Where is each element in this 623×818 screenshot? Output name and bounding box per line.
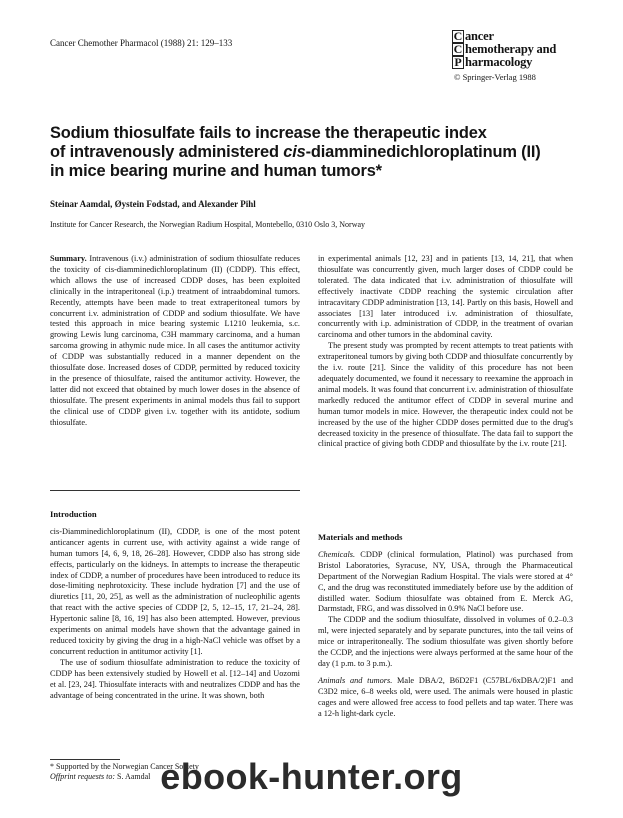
introduction [50,509,300,701]
logo-word-1: ancer [465,29,494,43]
title-line-2 [50,143,570,162]
running-head: Cancer Chemother Pharmacol (1988) 21: 129–133 [50,38,233,48]
right-paragraph-2: The present study was prompted by recent attempts to treat patients with extraperitoneal tumors by giving both CDDP and thiosulfate concurrently by the i.v. route [21]. Since the validity of this procedure has not been adequately documented, we found it necessary to reexamine the approach in animal models. It was found that concurrent i.v. administration of thiosulfate markedly reduced the antitumor effect of CDDP in several murine and human tumor models in mice. However, the therapeutic index could not be increased by the use of the higher CDDP doses permitted due to the drug's decreased toxicity in the presence of thiosulfate. The data fail to support the clinical practice of giving both CDDP and thiosulfate by the i.v. route [21]. [318,341,573,449]
animals-text: Male DBA/2, B6D2F1 (C57BL/6xDBA/2)F1 and C3D2 mice, 6–8 weeks old, were used. The animals were housed in plastic cages and were allowed free access to food pellets and tap water. There was a 12-h light-dark cycle. [318,675,573,718]
chemicals-text: CDDP (clinical formulation, Platinol) was purchased from Bristol Laboratories, Syracuse, NY, USA, through the Pharmaceutical Department of the Norwegian Radium Hospital. The vials were stored at 4° C, and the drug was reconstituted immediately before use by the addition of distilled water. Sodium thiosulfate was obtained from E. Merck AG, Darmstadt, FRG, and was dissolved in 0.9% NaCl before use. [318,549,573,614]
right-paragraph-1: in experimental animals [12, 23] and in patients [13, 14, 21], that when thiosulfate was concurrently given, much larger doses of CDDP could be tolerated. The data indicated that i.v. administration of thiosulfate will effectively inactivate CDDP reaching the systemic circulation after intracavitary CDDP administration [13, 14]. Partly on this basis, Howell and associates [13] later introduced i.v. administration of thiosulfate, concurrently with i.p. administration of CDDP, in the treatment of ovarian carcinoma and other tumors in the abdominal cavity. [318,254,573,340]
logo-line-3 [452,56,592,69]
methods [318,532,573,720]
intro-paragraph-1: cis-Diamminedichloroplatinum (II), CDDP, is one of the most potent anticancer agents in current use, with activity against a wide range of human tumors [4, 6, 9, 18, 26–28]. However, CDDP also has strong side effects, particularly on the kidneys. In attempts to increase the therapeutic index of CDDP, a number of procedures have been introduced to reduce its dose-limiting nephrotoxicity. These include hydration [7] and the use of diuretics [11, 20, 25], as well as the administration of nucleophilic agents that react with the active species of CDDP [2, 5, 12–15, 17, 21–24, 28]. Hypertonic saline [8, 16, 19] has also been attempted. However, previous experiments on animal models have shown that the advantage gained in reduced toxicity by giving the drug in a high-NaCl vehicle was offset by a concurrent reduction in antitumor activity [1]. [50,526,300,656]
title-line-2-pre: of intravenously administered [50,143,284,161]
summary-divider [50,490,300,491]
animals-label: Animals and tumors. [318,675,393,685]
logo-initial-3: P [452,56,464,69]
methods-heading: Materials and methods [318,532,403,542]
logo-word-2: hemotherapy and [465,42,557,56]
copyright: © Springer-Verlag 1988 [454,72,536,82]
animals-paragraph [318,676,573,720]
watermark: ebook-hunter.org [160,756,463,797]
title-line-2-post: -diamminedichloroplatinum (II) [305,143,541,161]
affiliation: Institute for Cancer Research, the Norwegian Radium Hospital, Montebello, 0310 Oslo 3, Norway [50,220,366,229]
methods-paragraph-2: The CDDP and the sodium thiosulfate, dissolved in volumes of 0.2–0.3 ml, were injected separately and by separate punctures, into the tail veins of mice or intraperitoneally. The sodium thiosulfate was given shortly before the CCDP, and the injections were always performed at the same hour of the day (1 p.m. to 3 p.m.). [318,615,573,668]
funding-footnote: * Supported by the Norwegian Cancer Society [50,762,199,771]
logo-initial-2: C [453,42,463,56]
offprint-name: S. Aamdal [115,772,151,781]
article-title [50,124,570,181]
title-line-2-italic: cis [283,143,306,161]
logo-initial-1: C [453,29,463,43]
logo-word-3: harmacology [465,55,533,69]
intro-heading: Introduction [50,509,97,519]
chemicals-label: Chemicals. [318,549,356,559]
journal-logo [452,30,592,82]
chemicals-paragraph [318,550,573,615]
summary [50,254,300,429]
summary-paragraph [50,254,300,429]
title-line-3: in mice bearing murine and human tumors* [50,162,382,180]
summary-text: Intravenous (i.v.) administration of sodium thiosulfate reduces the toxicity of cis-diamminedichloroplatinum (II) (CDDP). This effect, which allows the use of increased CDDP doses, has been exploited clinically in the intraperitoneal (i.p.) treatment of intraabdominal tumors. Recently, attempts have been made to treat extraperitoneal tumors by concurrent i.v. administration of CDDP and sodium thiosulfate. We have tested this approach in mice bearing systemic L1210 leukemia, s.c. growing Lewis lung carcinoma, C3H mammary carcinoma, and a human sarcoma growing in athymic nude mice. In all cases the antitumor activity of CDDP was substantially reduced in a manner dependent on the thiosulfate dose. Increased doses of CDDP, permitted by reduced toxicity in the presence of thiosulfate, raised the antitumor activity. However, the latter did not exceed that obtained by much lower doses in the absence of thiosulfate. The present experiments in animal models thus fail to support the clinical use of CDDP given i.v. together with its antidote, sodium thiosulfate. [50,254,300,427]
offprint-label: Offprint requests to: [50,772,116,781]
summary-label: Summary. [50,254,87,263]
right-column [318,254,573,450]
intro-paragraph-2: The use of sodium thiosulfate administration to reduce the toxicity of CDDP has been extensively studied by Howell et al. [12–14] and Uozomi et al. [23, 24]. Thiosulfate interacts with and neutralizes CDDP and has the advantage of being concentrated in the urine. It was shown, both [50,657,300,700]
title-line-1: Sodium thiosulfate fails to increase the therapeutic index [50,124,487,142]
authors: Steinar Aamdal, Øystein Fodstad, and Alexander Pihl [50,199,256,209]
